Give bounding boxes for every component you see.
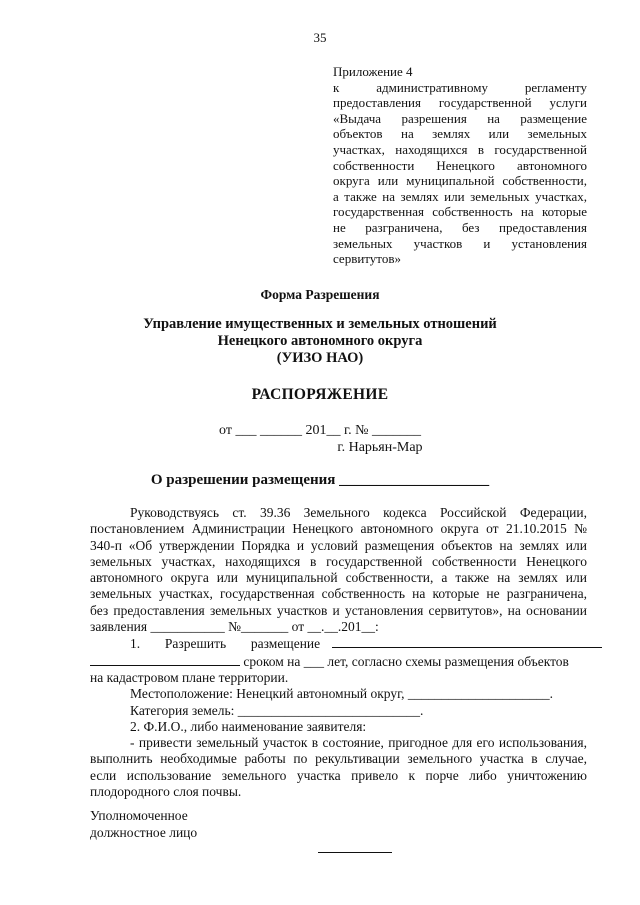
appendix-line: участках, находящихся в государственной <box>333 141 587 157</box>
org-name-line: Управление имущественных и земельных отношений <box>143 316 497 332</box>
item1-continuation: сроком на ___ лет, согласно схемы размещения объектов <box>243 653 569 669</box>
appendix-line: сервитутов» <box>333 251 401 267</box>
body-line: земельных участках, государственная собственность на которые не разграничена, <box>90 586 587 602</box>
body-line: 340-п «Об утверждении Порядка и условий размещения объектов на землях или <box>90 537 587 553</box>
body-line: земельных участках, находящихся в государственной собственности Ненецкого <box>90 553 587 569</box>
body-line: без предоставления земельных участков и установления сервитутов», на основании <box>90 602 587 618</box>
order-title: РАСПОРЯЖЕНИЕ <box>251 386 389 403</box>
order-date-number: от ___ ______ 201__ г. № _______ <box>219 423 421 438</box>
order-city: г. Нарьян-Мар <box>337 440 423 455</box>
org-abbreviation: (УИЗО НАО) <box>276 350 364 366</box>
appendix-line: Приложение 4 <box>333 64 413 79</box>
appendix-line: а также на землях или земельных участках, <box>333 188 587 204</box>
item2-text: - привести земельный участок в состояние, пригодное для его использования, <box>130 735 587 751</box>
appendix-line: собственности Ненецкого автономного <box>333 157 587 173</box>
item2-end: плодородного слоя почвы. <box>90 784 242 800</box>
org-name-line: Ненецкого автономного округа <box>217 333 423 349</box>
item1-number: 1. <box>130 636 141 652</box>
appendix-line: к административному регламенту <box>333 79 587 95</box>
item2-text: выполнить необходимые работы по рекультивации земельного участка в случае, <box>90 751 587 767</box>
signature-title-line: Уполномоченное <box>90 808 188 823</box>
location-line: Местоположение: Ненецкий автономный округ, _____________________. <box>130 686 554 702</box>
page-number: 35 <box>313 30 327 45</box>
body-line: Руководствуясь ст. 39.36 Земельного кодекса Российской Федерации, <box>130 505 587 520</box>
appendix-line: предоставления государственной услуги <box>333 95 587 111</box>
appendix-line: не разграничена, без предоставления <box>333 219 587 235</box>
signature-title-line: должностное лицо <box>90 825 198 840</box>
body-line: автономного округа или муниципальной собственности, а также на землях или <box>90 570 587 586</box>
appendix-line: «Выдача разрешения на размещение <box>333 110 587 126</box>
item1-text: размещение <box>250 636 321 652</box>
appendix-block <box>333 64 587 267</box>
body-line: постановлением Администрации Ненецкого автономного округа от 21.10.2015 № <box>90 521 587 537</box>
item2-text: если использование земельного участка привело к порче либо уничтожению <box>90 767 587 783</box>
item1-line <box>90 653 587 670</box>
land-category-line: Категория земель: ___________________________. <box>130 702 424 718</box>
appendix-line: земельных участков и установления <box>333 235 587 251</box>
fill-line <box>332 635 602 648</box>
signature-line <box>318 852 392 853</box>
item1-label: Разрешить <box>164 636 227 652</box>
order-subject: О разрешении размещения ____________________ <box>150 472 490 488</box>
item1-line <box>90 635 587 652</box>
organization-heading <box>0 316 640 367</box>
order-body <box>90 505 587 800</box>
fill-line <box>90 653 240 666</box>
appendix-line: государственная собственность на которые <box>333 204 587 220</box>
appendix-line: округа или муниципальной собственности, <box>333 173 587 189</box>
item1-end: на кадастровом плане территории. <box>90 669 289 685</box>
appendix-line: объектов на землях или земельных <box>333 126 587 142</box>
form-title: Форма Разрешения <box>260 287 380 302</box>
item2-line: 2. Ф.И.О., либо наименование заявителя: <box>130 718 367 734</box>
signature-block <box>90 807 197 841</box>
body-line: заявления ___________ №_______ от __.__.201__: <box>90 619 379 635</box>
